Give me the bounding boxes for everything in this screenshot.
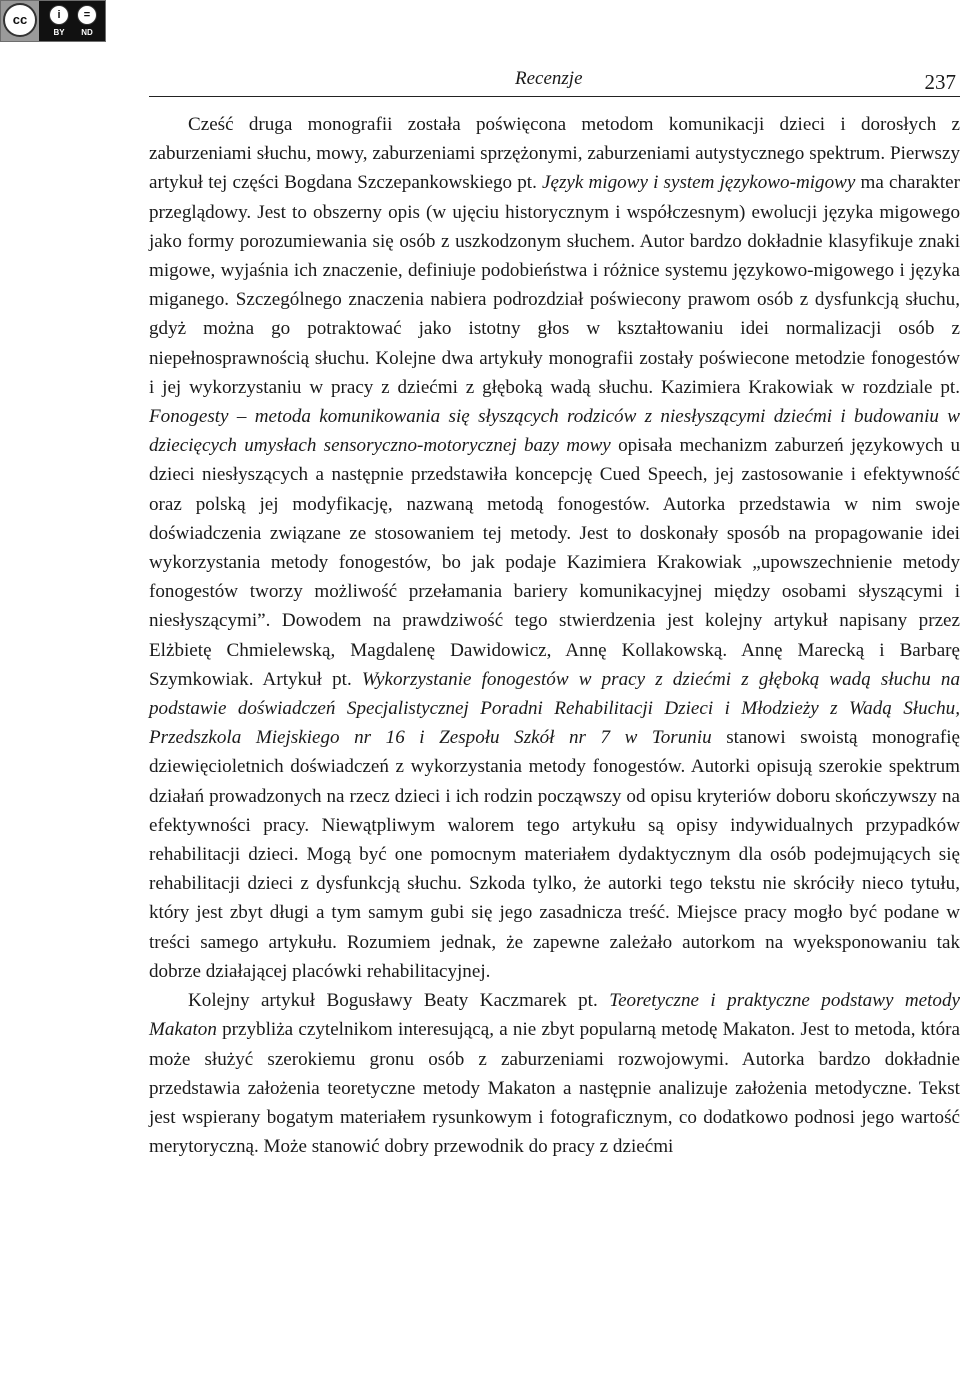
paragraph-1 — [149, 110, 960, 986]
italic-title: Fonogesty – metoda komunikowania się słyszących rodziców z niesłyszącymi dziećmi i budowaniu w dziecięcych umysłach sensoryczno-motorycznej bazy mowy — [149, 406, 960, 457]
page-number: 237 — [924, 70, 956, 94]
text-run: Kolejny artykuł Bogusławy Beaty Kaczmarek pt. — [188, 990, 610, 1012]
italic-title: Język migowy i system językowo-migowy — [542, 172, 856, 194]
text-run: stanowi swoistą monografię dziewięcioletnich doświadczeń z wykorzystania metody fonogestów. Autorki opisują szerokie spektrum działań prowadzonych na rzecz dzieci i ich rodzin począwszy od opisu kryteriów doboru skończywszy na efektywności pracy. Niewątpliwym walorem tego artykułu są opisy indywidualnych przypadków rehabilitacji dzieci. Mogą być one pomocnym materiałem dydaktycznym dla osób podejmujących się rehabilitacji dzieci z dysfunkcją słuchu. Szkoda tylko, że autorki tego tekstu nie skróciły nieco tytułu, który jest zbyt długi a tym samym gubi się jego zasadnicza treść. Miejsce pracy mogło być podane w treści samego artykułu. Rozumiem jednak, że zapewne zależało autorkom na wyeksponowaniu tak dobrze działającej placówki rehabilitacyjnej. — [149, 727, 960, 982]
no-derivatives-label: ND — [81, 28, 93, 37]
no-derivatives-icon: = — [77, 5, 97, 25]
text-run: opisała mechanizm zaburzeń językowych u dzieci niesłyszących a następnie przedstawiła koncepcję Cued Speech, jej zastosowanie i efektywność oraz polską jej modyfikację, nazwaną metodą fonogestów. Autorka przedstawia w nim swoje doświadczenia związane ze stosowaniem tej metody. Jest to doskonały sposób na propagowanie idei wykorzystania metody fonogestów, bo jak podaje Kazimiera Krakowiak „upowszechnienie metody fonogestów tworzy możliwość przełamania bariery komunikacyjnej między osobami słyszącymi i niesłyszącymi”. Dowodem na prawdziwość tego stwierdzenia jest kolejny artykuł napisany przez Elżbietę Chmielewską, Magdalenę Dawidowicz, Annę Kollakowską. Annę Marecką i Barbarę Szymkowiak. Artykuł pt. — [149, 435, 960, 690]
text-run: ma charakter przeglądowy. Jest to obszerny opis (w ujęciu historycznym i współczesnym) ewolucji języka migowego jako formy porozumiewania się osób z uszkodzonym słuchem. Autor bardzo dokładnie klasyfikuje znaki migowe, wyjaśnia ich znaczenie, definiuje podobieństwa i różnice systemu językowo-migowego i języka miganego. Szczególnego znaczenia nabiera podrozdział poświecony prawom osób z dysfunkcją słuchu, gdyż można go potraktować jako istotny głos w kształtowaniu idei normalizacji osób z niepełnosprawnością słuchu. Kolejne dwa artykuły monografii zostały poświecone metodzie fonogestów i jej wykorzystaniu w pracy z dziećmi z głęboką wadą słuchu. Kazimiera Krakowiak w rozdziale pt. — [149, 172, 960, 398]
italic-title: Wykorzystanie fonogestów w pracy z dziećmi z głęboką wadą słuchu na podstawie doświadczeń Specjalistycznej Poradni Rehabilitacji Dzieci i Młodzieży z Wadą Słuchu, Przedszkola Miejskiego nr 16 i Zespołu Szkół nr 7 w Toruniu — [149, 668, 960, 749]
text-run: Cześć druga monografii została poświęcona metodom komunikacji dzieci i dorosłych z zaburzeniami słuchu, mowy, zaburzeniami sprzężonymi, zaburzeniami autystycznego spektrum. Pierwszy artykuł tej części Bogdana Szczepankowskiego pt. — [149, 114, 960, 194]
text-run: przybliża czytelnikom interesującą, a nie zbyt popularną metodę Makaton. Jest to metoda, która może służyć szerokiemu gronu osób z zaburzeniami rozwojowymi. Autorka bardzo dokładnie przedstawia założenia teoretyczne metody Makaton a następnie analizuje założenia metodyczne. Tekst jest wspierany bogatym materiałem rysunkowym i fotograficznym, co dodatkowo podnosi jego wartość merytoryczną. Może stanowić dobry przewodnik do pracy z dziećmi — [149, 1019, 960, 1158]
license-strip — [39, 1, 105, 41]
paragraph-2 — [149, 986, 960, 1161]
article-body — [149, 110, 960, 1161]
license-badge — [0, 0, 106, 42]
creative-commons-icon: cc — [3, 3, 37, 37]
attribution-label: BY — [53, 28, 65, 37]
running-head: Recenzje — [515, 68, 583, 89]
page-header — [149, 62, 960, 97]
attribution-icon: i — [49, 5, 69, 25]
italic-title: Teoretyczne i praktyczne podstawy metody Makaton — [149, 990, 960, 1041]
